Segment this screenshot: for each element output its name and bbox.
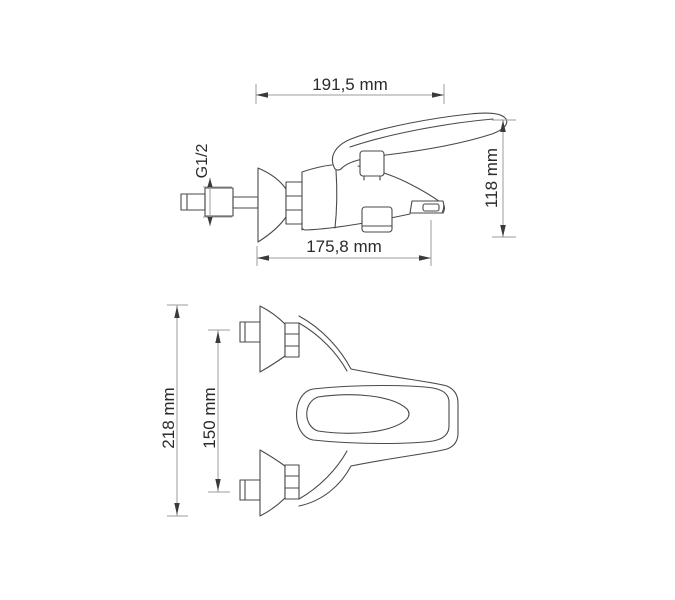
body-top-edge (302, 165, 332, 172)
extension-ticks-thread (203, 187, 232, 217)
wall-cone-bottom (260, 450, 285, 516)
arrowhead (174, 306, 179, 318)
arrowhead (500, 225, 506, 237)
arrowhead (174, 503, 179, 515)
supply-pipe-top (240, 322, 260, 342)
thread-nipple (205, 188, 233, 216)
supply-pipe (181, 194, 205, 210)
hex-nut-bottom (285, 465, 299, 499)
side-view-dimensions (194, 75, 516, 266)
body-bevel-line-bottom (299, 451, 347, 499)
diverter-knob-base (364, 176, 380, 180)
dim-label-centers-distance: 150 mm (200, 387, 219, 449)
lever-handle-outline (332, 113, 506, 170)
dim-label-thread-size: G1/2 (194, 143, 211, 179)
side-view-drawing (181, 113, 507, 242)
hex-nut (286, 182, 302, 224)
lever-handle-top-outline (297, 386, 450, 444)
dim-label-overall-depth: 191,5 mm (312, 75, 388, 94)
arrowhead (215, 331, 220, 343)
wall-cone-top (260, 306, 285, 372)
arrowhead (207, 217, 212, 226)
arrowhead (419, 255, 431, 261)
hex-nut-top (285, 323, 299, 357)
supply-pipe-bottom (240, 480, 260, 500)
body-front-edge (335, 170, 337, 228)
arrowhead (257, 255, 269, 261)
shower-outlet (362, 207, 392, 232)
arrowhead (207, 178, 212, 187)
top-view-drawing (240, 306, 458, 516)
body-bevel-line-top (299, 323, 347, 371)
top-view-dimensions (159, 305, 230, 516)
arrowhead (432, 92, 444, 98)
dim-label-height: 118 mm (482, 147, 501, 209)
arrowhead (215, 479, 220, 491)
spout-bottom-edge (302, 214, 410, 230)
arrowhead (256, 92, 268, 98)
wall-cone (258, 168, 286, 242)
connector-stub (233, 197, 258, 208)
diverter-knob (360, 151, 384, 176)
dim-label-overall-width: 218 mm (159, 387, 178, 449)
dim-label-spout-reach: 175,8 mm (306, 237, 382, 256)
